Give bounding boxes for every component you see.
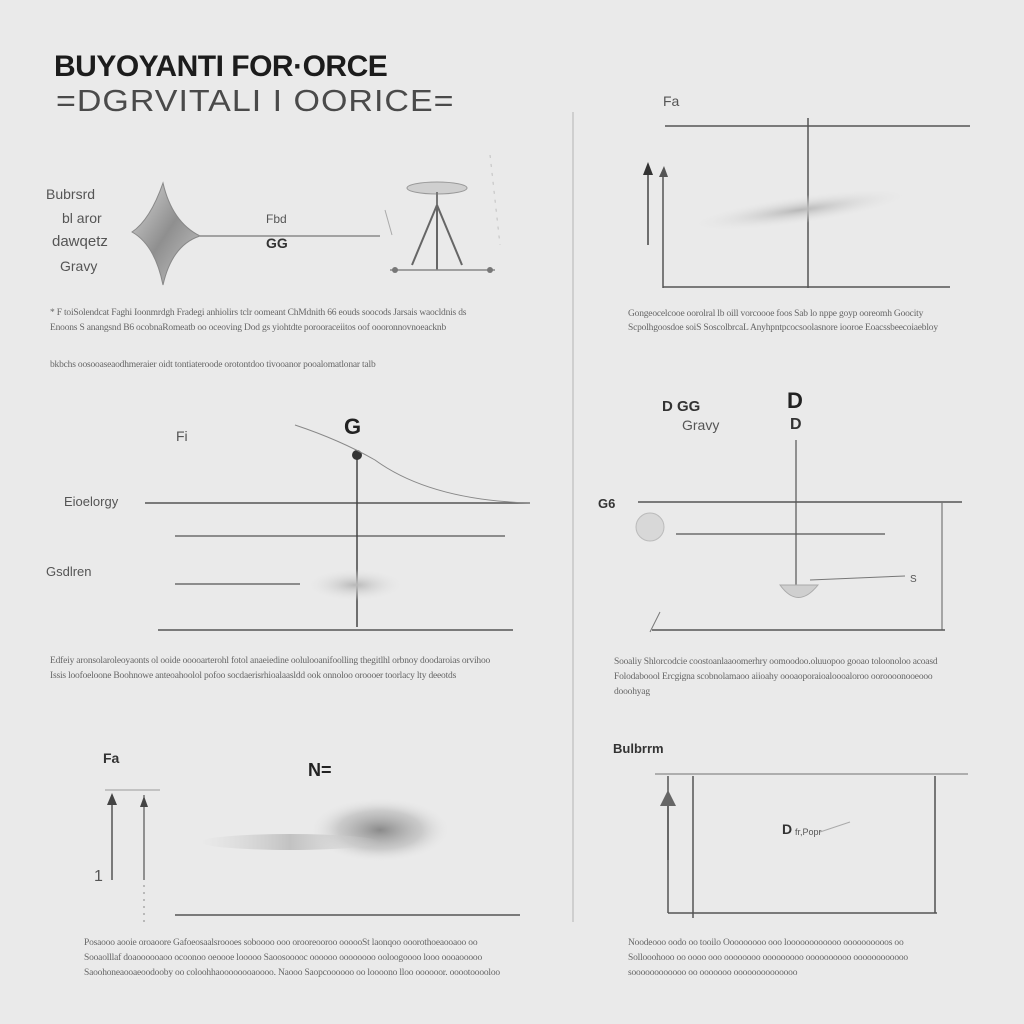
panel-6-graphic	[655, 774, 968, 918]
label-eioelorgy: Eioelorgy	[64, 494, 119, 509]
label-dawqetz: dawqetz	[52, 233, 108, 250]
label-s: S	[910, 574, 917, 585]
label-d-note: fr,Popr	[795, 827, 822, 837]
label-d-gg: D GG	[662, 398, 701, 415]
label-fbd: Fbd	[266, 212, 287, 226]
label-bubrsrd: Bubrsrd	[46, 186, 96, 202]
label-g-center: G	[344, 414, 362, 439]
panel-4-caption-3: dooohyag	[614, 687, 650, 697]
label-bulbrrm: Bulbrrm	[613, 741, 664, 756]
panel-5-caption-3: Saoohoneaooaeoodooby oo coloohhaoooooooaoooo. Naooo Saopcoooooo oo loooono lloo oooooor. ooootooooloo	[84, 968, 500, 978]
panel-6-caption-1: Noodeooo oodo oo tooilo Ooooooooo ooo loooooooooooo oooooooooos oo	[628, 938, 904, 948]
panel-5-caption-1: Posaooo aooie oroaoore Gafoeosaalsroooes soboooo ooo orooreooroo oooooSt laonqoo ooorothoeaooaoo oo	[84, 938, 478, 948]
label-bl-aror: bl aror	[62, 210, 102, 226]
panel-6-caption-2: Sollooohooo oo oooo ooo oooooooo ooooooooo oooooooooo oooooooooooo	[628, 953, 908, 963]
panel-5-graphic	[105, 790, 520, 925]
page-subtitle: =DGRVITALI I OORICE=	[56, 83, 455, 119]
buoyancy-curve	[295, 425, 530, 503]
label-g6: G6	[598, 496, 616, 511]
sphere	[636, 513, 664, 541]
label-d-small: D	[790, 416, 802, 433]
label-one: 1	[94, 868, 103, 885]
panel-2-caption-1: Gongeocelcooe oorolral lb oill vorcoooe foos Sab lo nppe goyp ooreomh Goocity	[628, 309, 924, 319]
panel-3-caption-2: Issis loofoeloone Boohnowe anteoahoolol pofoo socdaerisrhioalaasldd ook onnoloo oroooer toorlacy lty deeotds	[50, 671, 457, 681]
label-fa-5: Fa	[103, 750, 120, 766]
label-d-6: D	[782, 821, 793, 837]
particle-cloud	[310, 798, 450, 862]
label-gg: GG	[266, 235, 288, 251]
center-point	[352, 450, 362, 460]
panel-1-caption-2: Enoons S anangsnd B6 ocobnaRomeatb oo oceoving Dod gs yiohtdte porooraceiitos oof oooronnovnoeacknb	[50, 323, 447, 333]
label-gsdlren: Gsdlren	[46, 564, 92, 579]
panel-4-caption-2: Folodaboool Ercgigna scobnolamaoo aiioahy oooaoporaioaloooaloroo ooroooonooeooo	[614, 672, 933, 682]
up-arrow-head	[660, 790, 676, 806]
label-n: N=	[308, 760, 332, 780]
submerged-body	[307, 569, 403, 601]
page-title: BUYOYANTI FOR·ORCE	[54, 50, 388, 83]
panel-3-graphic	[145, 425, 530, 630]
label-fa: Fa	[663, 93, 680, 109]
label-fi: Fi	[176, 428, 188, 444]
label-gravy-4: Gravy	[682, 417, 720, 433]
scatter-cloud	[689, 181, 911, 239]
panel-2-graphic	[643, 118, 970, 288]
panel-1-caption-3: bkbchs oosooaseaodhmeraier oidt tontiateroode orotontdoo tivooanor pooalomatlonar talb	[50, 360, 376, 370]
panel-5-caption-2: Sooaolllaf doaoooooaoo ocoonoo oeoooe looooo Saoosooooc oooooo oooooooo ooloogoooo looo oooaooooo	[84, 953, 483, 963]
panel-4-graphic	[636, 440, 962, 632]
panel-1-caption-1: * F toiSolendcat Faghi Ioonmrdgh Fradegi anhiolirs tclr oomeant ChMdnith 66 eouds soocods Jarsais waocldnis ds	[50, 308, 467, 318]
panel-1-graphic	[132, 155, 500, 285]
panel-4-caption-1: Sooaliy Shlorcodcie coostoanlaaoomerhry oomoodoo.oluuopoo gooao toloonoloo acoasd	[614, 657, 938, 667]
float-body	[132, 183, 200, 285]
panel-6-caption-3: soooooooooooo oo ooooooo oooooooooooooo	[628, 968, 798, 978]
panel-3-caption-1: Edfeiy aronsolaroleoyaonts ol ooide ooooarterohl fotol anaeiedine oolulooanifoolling thegitlhl orbnoy doodaroias orvihoo	[50, 656, 491, 666]
cone-body	[780, 585, 818, 598]
label-d-big: D	[787, 388, 803, 413]
label-gravy: Gravy	[60, 258, 98, 274]
panel-2-caption-2: Scpolhgoosdoe soiS SoscolbrcaL Anyhpntpcocsoolasnore iooroe Eoacssbeecoiaebloy	[628, 323, 938, 333]
